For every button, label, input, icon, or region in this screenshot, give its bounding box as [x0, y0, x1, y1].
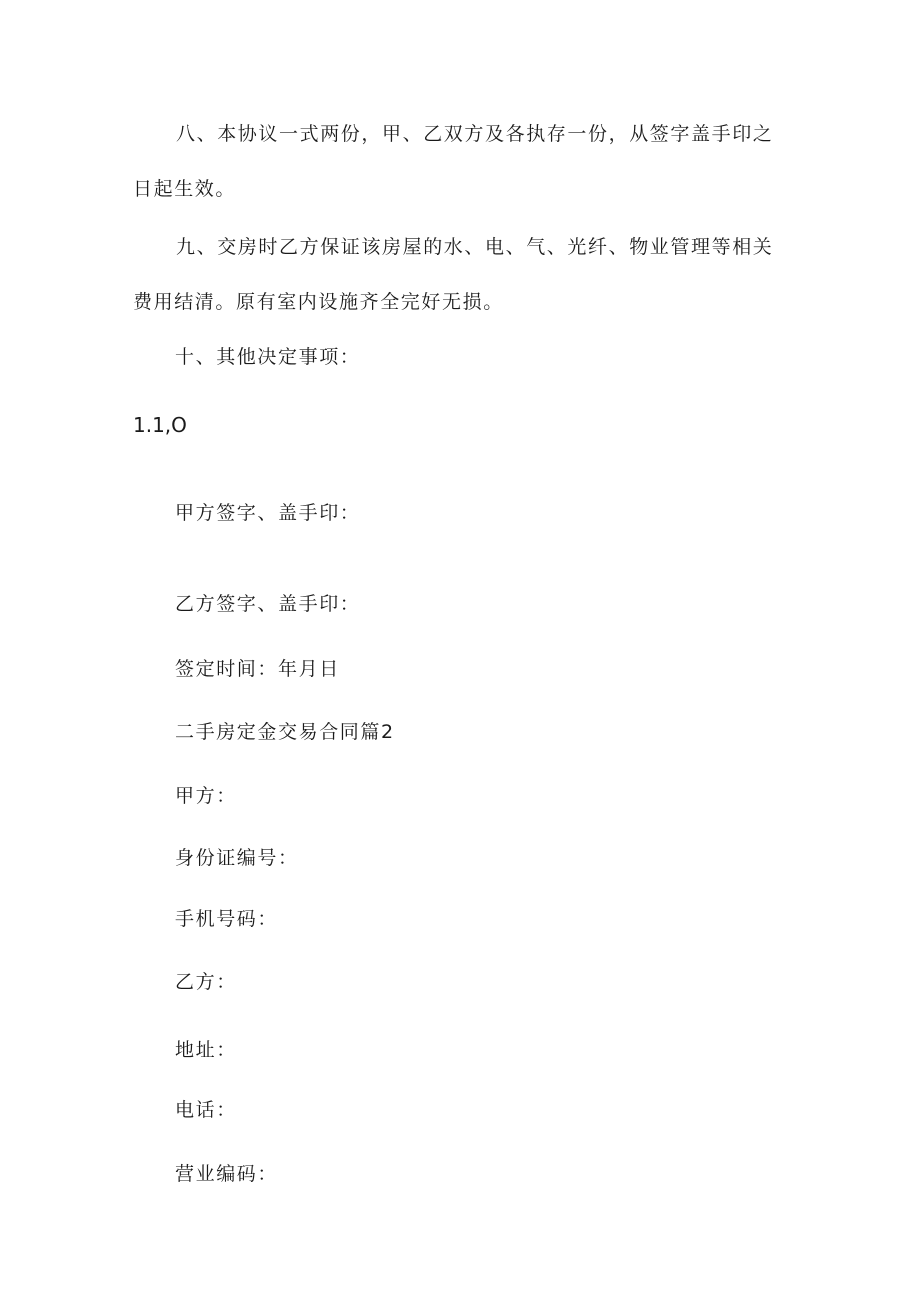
clause-8-paragraph: 八、本协议一式两份，甲、乙双方及各执存一份，从签字盖手印之日起生效。	[133, 123, 774, 200]
party-b-label: 乙方：	[175, 971, 237, 993]
section-title: 二手房定金交易合同篇2	[175, 721, 395, 743]
signing-date-label: 签定时间：年月日	[175, 658, 340, 680]
phone-number-label: 手机号码：	[175, 908, 279, 930]
telephone-label: 电话：	[175, 1099, 237, 1121]
business-number-label: 营业编码：	[175, 1163, 279, 1185]
address-label: 地址：	[175, 1039, 237, 1061]
numbering-text: 1.1,O	[133, 413, 187, 437]
party-a-signature-label: 甲方签字、盖手印：	[175, 502, 361, 524]
party-a-label: 甲方：	[175, 785, 237, 807]
party-b-signature-label: 乙方签字、盖手印：	[175, 593, 361, 615]
clause-10-heading: 十、其他决定事项：	[175, 346, 361, 368]
id-number-label: 身份证编号：	[175, 847, 299, 869]
clause-9-paragraph: 九、交房时乙方保证该房屋的水、电、气、光纤、物业管理等相关费用结清。原有室内设施齐全完好无损。	[133, 236, 774, 313]
